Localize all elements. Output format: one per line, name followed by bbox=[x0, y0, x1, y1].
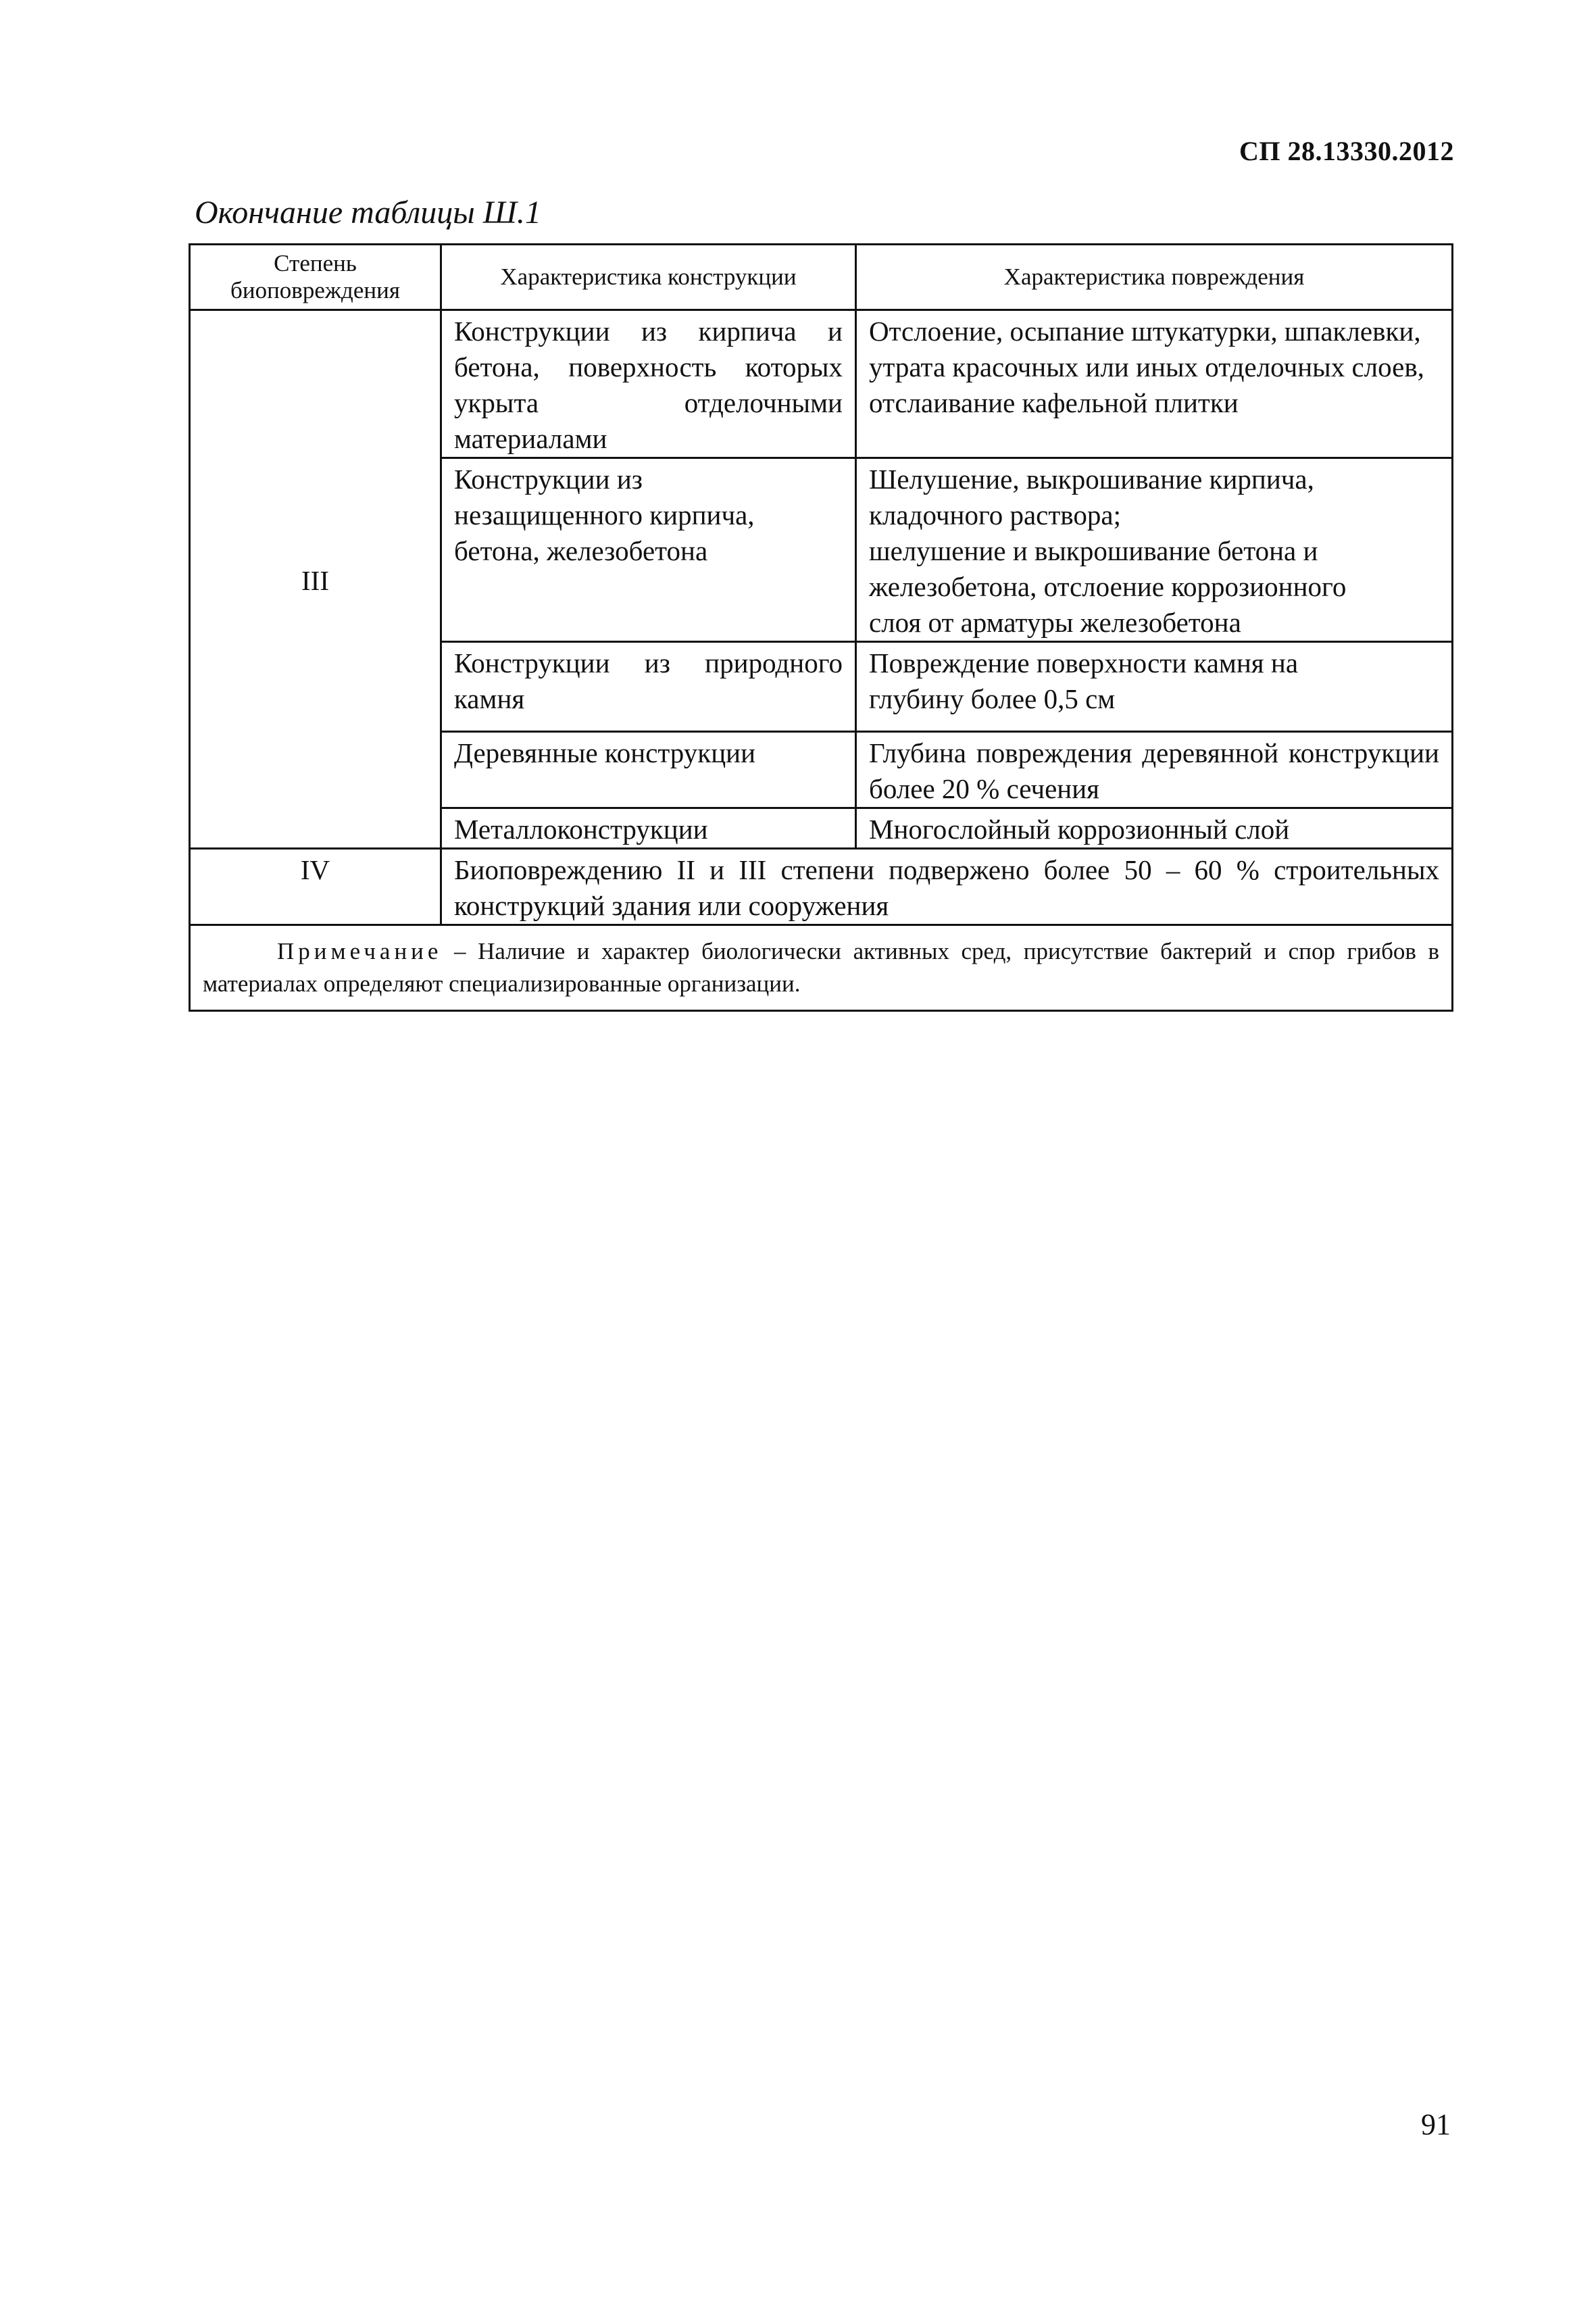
note-text: – Наличие и характер биологически активных сред, присутствие бактерий и спор грибов в материалах определяют специализированные организации. bbox=[203, 938, 1440, 997]
header-degree: Степень биоповреждения bbox=[190, 245, 441, 310]
table-note-row bbox=[190, 925, 1453, 1011]
damage-cell: Многослойный коррозионный слой bbox=[856, 808, 1453, 849]
damage-cell: Шелушение, выкрошивание кирпича, кладочного раствора; шелушение и выкрошивание бетона и железобетона, отслоение коррозионного слоя от арматуры железобетона bbox=[856, 458, 1453, 642]
construction-cell: Конструкции из незащищенного кирпича, бетона, железобетона bbox=[441, 458, 856, 642]
note-cell bbox=[190, 925, 1453, 1011]
header-construction: Характеристика конструкции bbox=[441, 245, 856, 310]
damage-cell: Отслоение, осыпание штукатурки, шпаклевки, утрата красочных или иных отделочных слоев, отслаивание кафельной плитки bbox=[856, 310, 1453, 458]
table-row bbox=[190, 849, 1453, 925]
construction-cell: Деревянные конструкции bbox=[441, 732, 856, 808]
table-header-row bbox=[190, 245, 1453, 310]
degree-cell-iv: IV bbox=[190, 849, 441, 925]
header-damage: Характеристика повреждения bbox=[856, 245, 1453, 310]
damage-cell: Глубина повреждения деревянной конструкции более 20 % сечения bbox=[856, 732, 1453, 808]
degree-cell-iii: III bbox=[190, 310, 441, 849]
table-row bbox=[190, 310, 1453, 458]
construction-cell: Конструкции из кирпича и бетона, поверхность которых укрыта отделочными материалами bbox=[441, 310, 856, 458]
construction-cell: Конструкции из природного камня bbox=[441, 642, 856, 732]
page-number: 91 bbox=[1421, 2108, 1451, 2141]
damage-table-container bbox=[189, 243, 1451, 1012]
biodamage-table bbox=[189, 243, 1453, 1012]
damage-cell: Повреждение поверхности камня на глубину более 0,5 см bbox=[856, 642, 1453, 732]
table-caption: Окончание таблицы Ш.1 bbox=[195, 195, 541, 230]
construction-cell: Металлоконструкции bbox=[441, 808, 856, 849]
merged-cell: Биоповреждению II и III степени подвержено более 50 – 60 % строительных конструкций здания или сооружения bbox=[441, 849, 1453, 925]
document-code: СП 28.13330.2012 bbox=[1239, 136, 1454, 166]
note-label: Примечание bbox=[277, 938, 443, 964]
